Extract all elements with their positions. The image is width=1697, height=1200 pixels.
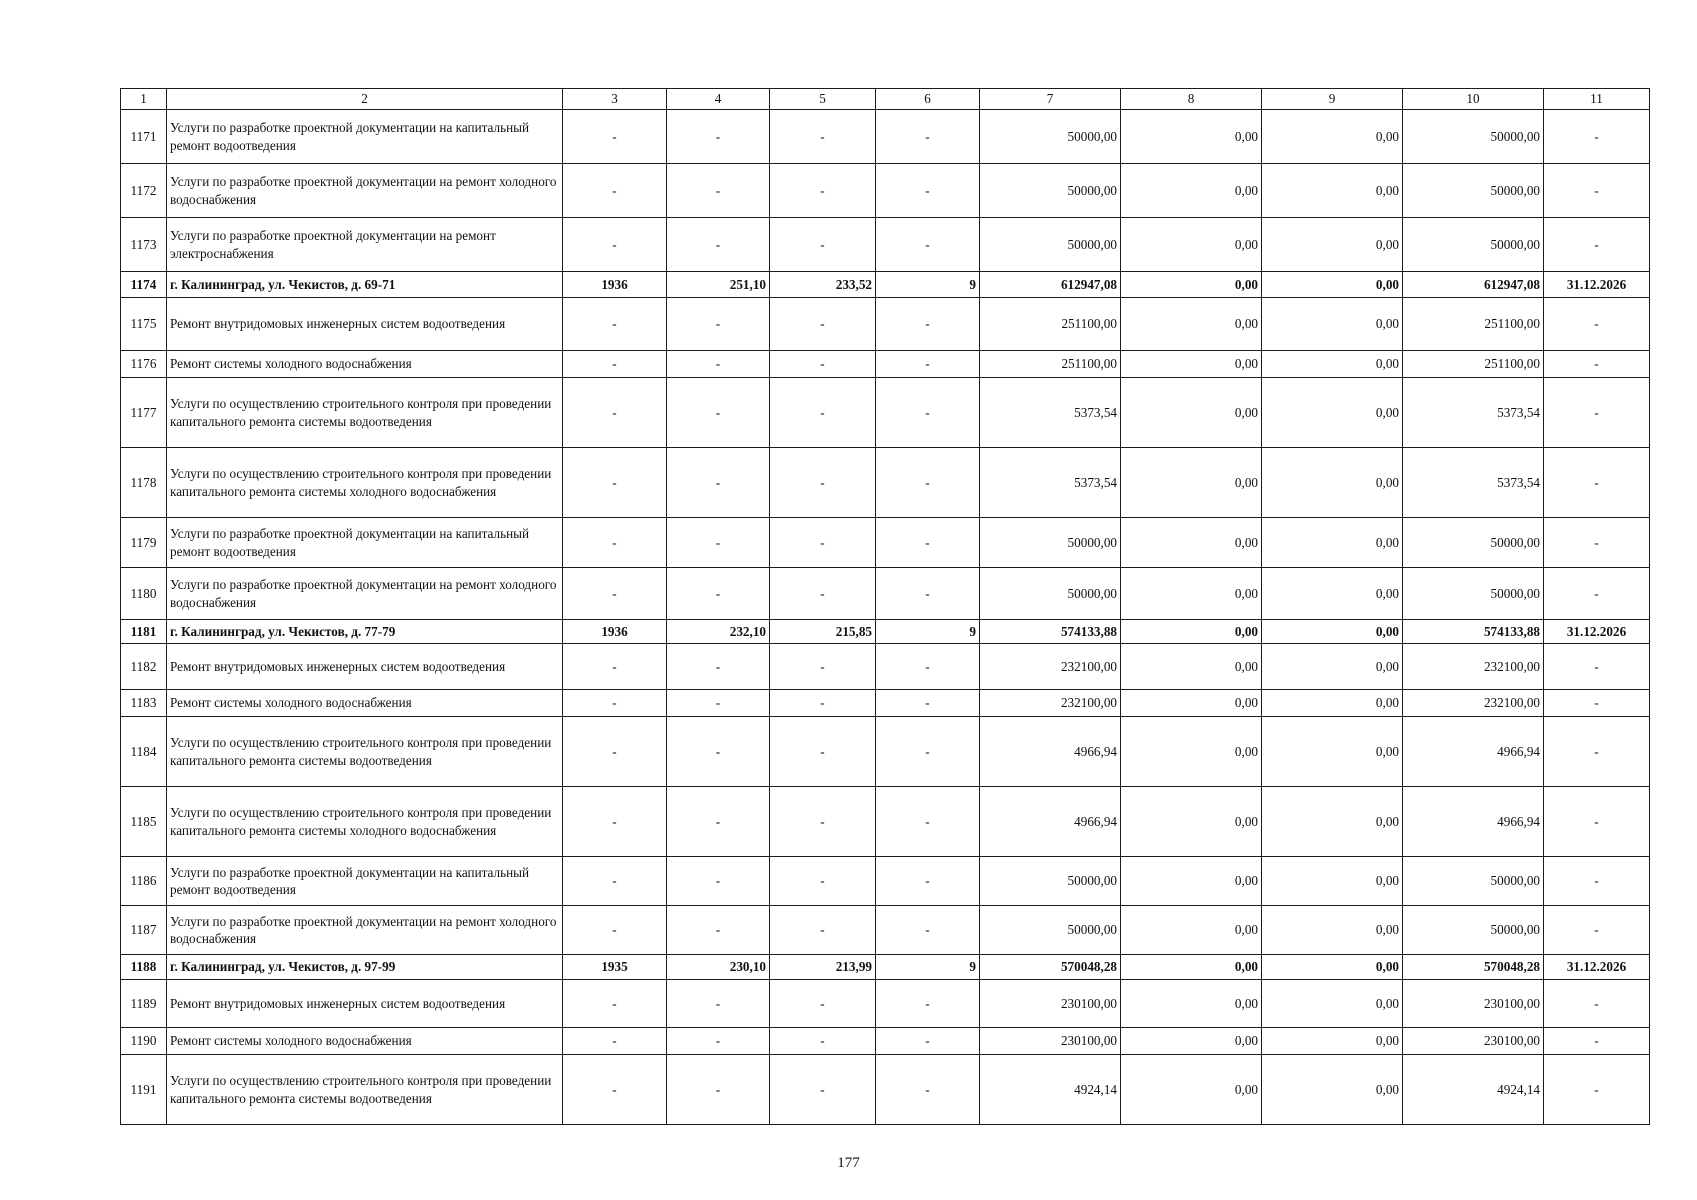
table-row	[121, 857, 1650, 906]
table-cell: 0,00	[1121, 351, 1262, 378]
table-cell: 0,00	[1262, 518, 1403, 568]
table-cell: 570048,28	[1403, 955, 1544, 980]
address-row	[121, 955, 1650, 980]
table-cell: -	[667, 857, 770, 906]
table-cell: -	[876, 644, 980, 690]
table-cell: -	[1544, 717, 1650, 787]
table-cell: 1177	[121, 378, 167, 448]
table-cell: 251,10	[667, 272, 770, 298]
table-cell: -	[563, 644, 667, 690]
table-cell: 0,00	[1121, 1028, 1262, 1055]
table-cell: 612947,08	[980, 272, 1121, 298]
table-cell: -	[563, 717, 667, 787]
table-row	[121, 351, 1650, 378]
table-cell: -	[1544, 568, 1650, 620]
table-cell: -	[876, 787, 980, 857]
table-cell: г. Калининград, ул. Чекистов, д. 77-79	[167, 620, 563, 644]
table-row	[121, 906, 1650, 955]
table-cell: -	[667, 351, 770, 378]
table-cell: 232100,00	[1403, 644, 1544, 690]
table-cell: Услуги по осуществлению строительного контроля при проведении капитального ремонта системы холодного водоснабжения	[167, 448, 563, 518]
table-cell: 0,00	[1121, 448, 1262, 518]
table-cell: Услуги по осуществлению строительного контроля при проведении капитального ремонта системы водоотведения	[167, 1055, 563, 1125]
table-cell: 0,00	[1262, 857, 1403, 906]
table-cell: 50000,00	[1403, 164, 1544, 218]
table-cell: -	[667, 1028, 770, 1055]
table-cell: 1182	[121, 644, 167, 690]
table-cell: -	[876, 378, 980, 448]
table-cell: -	[563, 1028, 667, 1055]
table-cell: 0,00	[1262, 568, 1403, 620]
table-cell: 0,00	[1262, 448, 1403, 518]
table-cell: -	[667, 717, 770, 787]
table-cell: 0,00	[1262, 690, 1403, 717]
table-cell: 0,00	[1121, 787, 1262, 857]
column-number-header: 5	[770, 89, 876, 110]
table-cell: -	[667, 518, 770, 568]
table-cell: 50000,00	[980, 906, 1121, 955]
table-cell: 1173	[121, 218, 167, 272]
table-cell: -	[667, 448, 770, 518]
table-cell: 5373,54	[980, 378, 1121, 448]
table-cell: 1186	[121, 857, 167, 906]
table-row	[121, 717, 1650, 787]
table-cell: -	[876, 1028, 980, 1055]
table-cell: 1178	[121, 448, 167, 518]
table-cell: 1184	[121, 717, 167, 787]
table-cell: г. Калининград, ул. Чекистов, д. 97-99	[167, 955, 563, 980]
table-cell: 215,85	[770, 620, 876, 644]
table-cell: 50000,00	[980, 164, 1121, 218]
table-cell: -	[770, 857, 876, 906]
table-cell: 0,00	[1262, 980, 1403, 1028]
table-cell: 0,00	[1121, 164, 1262, 218]
table-cell: -	[770, 690, 876, 717]
budget-table	[120, 88, 1650, 1125]
table-cell: -	[667, 568, 770, 620]
table-cell: -	[1544, 787, 1650, 857]
table-row	[121, 518, 1650, 568]
column-number-header: 1	[121, 89, 167, 110]
table-cell: -	[770, 448, 876, 518]
table-cell: Ремонт внутридомовых инженерных систем водоотведения	[167, 980, 563, 1028]
table-row	[121, 110, 1650, 164]
table-cell: 50000,00	[980, 218, 1121, 272]
table-cell: -	[667, 110, 770, 164]
table-cell: -	[563, 448, 667, 518]
table-cell: 0,00	[1121, 298, 1262, 351]
table-cell: -	[876, 448, 980, 518]
table-cell: 251100,00	[980, 351, 1121, 378]
table-cell: 0,00	[1262, 298, 1403, 351]
table-cell: 0,00	[1262, 1055, 1403, 1125]
table-cell: -	[667, 1055, 770, 1125]
table-cell: -	[876, 110, 980, 164]
table-cell: 5373,54	[980, 448, 1121, 518]
table-cell: 50000,00	[980, 110, 1121, 164]
table-cell: 1190	[121, 1028, 167, 1055]
table-cell: г. Калининград, ул. Чекистов, д. 69-71	[167, 272, 563, 298]
table-cell: 0,00	[1121, 857, 1262, 906]
table-cell: 230100,00	[1403, 980, 1544, 1028]
table-cell: 0,00	[1262, 218, 1403, 272]
table-cell: -	[770, 644, 876, 690]
table-cell: Услуги по разработке проектной документации на капитальный ремонт водоотведения	[167, 110, 563, 164]
table-cell: 0,00	[1262, 351, 1403, 378]
table-cell: Ремонт внутридомовых инженерных систем водоотведения	[167, 644, 563, 690]
table-cell: 0,00	[1121, 110, 1262, 164]
table-cell: 0,00	[1121, 272, 1262, 298]
table-cell: -	[876, 518, 980, 568]
table-cell: 1185	[121, 787, 167, 857]
table-cell: -	[667, 690, 770, 717]
table-cell: 232100,00	[980, 690, 1121, 717]
table-cell: -	[770, 351, 876, 378]
table-cell: -	[876, 980, 980, 1028]
table-cell: -	[563, 518, 667, 568]
table-cell: 1174	[121, 272, 167, 298]
table-cell: 230100,00	[1403, 1028, 1544, 1055]
table-cell: -	[667, 218, 770, 272]
table-cell: -	[876, 717, 980, 787]
table-row	[121, 298, 1650, 351]
table-cell: Услуги по осуществлению строительного контроля при проведении капитального ремонта системы холодного водоснабжения	[167, 787, 563, 857]
column-number-header: 3	[563, 89, 667, 110]
table-cell: 232100,00	[1403, 690, 1544, 717]
table-cell: 0,00	[1121, 378, 1262, 448]
table-cell: Услуги по осуществлению строительного контроля при проведении капитального ремонта системы водоотведения	[167, 717, 563, 787]
table-cell: 0,00	[1262, 717, 1403, 787]
table-cell: 50000,00	[1403, 906, 1544, 955]
table-row	[121, 164, 1650, 218]
table-cell: 1189	[121, 980, 167, 1028]
table-cell: 0,00	[1262, 272, 1403, 298]
table-cell: -	[770, 218, 876, 272]
table-cell: 1179	[121, 518, 167, 568]
table-row	[121, 787, 1650, 857]
table-cell: 50000,00	[1403, 857, 1544, 906]
table-cell: 1171	[121, 110, 167, 164]
table-cell: Услуги по разработке проектной документации на ремонт электроснабжения	[167, 218, 563, 272]
table-cell: -	[563, 568, 667, 620]
table-cell: 0,00	[1262, 906, 1403, 955]
table-cell: 5373,54	[1403, 448, 1544, 518]
table-cell: -	[1544, 378, 1650, 448]
column-number-header: 11	[1544, 89, 1650, 110]
table-cell: -	[563, 164, 667, 218]
table-cell: 1191	[121, 1055, 167, 1125]
table-row	[121, 690, 1650, 717]
table-cell: -	[563, 110, 667, 164]
table-cell: -	[1544, 448, 1650, 518]
table-cell: -	[770, 110, 876, 164]
table-cell: 1172	[121, 164, 167, 218]
table-cell: 0,00	[1121, 717, 1262, 787]
table-cell: 0,00	[1262, 644, 1403, 690]
table-cell: 0,00	[1121, 218, 1262, 272]
table-cell: 232100,00	[980, 644, 1121, 690]
table-cell: -	[563, 857, 667, 906]
table-cell: 0,00	[1121, 690, 1262, 717]
table-cell: 0,00	[1121, 644, 1262, 690]
table-cell: 4966,94	[980, 717, 1121, 787]
address-row	[121, 272, 1650, 298]
table-cell: -	[770, 980, 876, 1028]
table-cell: 50000,00	[1403, 568, 1544, 620]
table-cell: Услуги по разработке проектной документации на ремонт холодного водоснабжения	[167, 568, 563, 620]
table-cell: 0,00	[1262, 955, 1403, 980]
table-cell: 0,00	[1262, 787, 1403, 857]
table-cell: -	[770, 1028, 876, 1055]
table-cell: -	[1544, 690, 1650, 717]
table-cell: 4966,94	[1403, 717, 1544, 787]
table-cell: 232,10	[667, 620, 770, 644]
table-row	[121, 980, 1650, 1028]
table-cell: -	[563, 906, 667, 955]
table-cell: -	[563, 787, 667, 857]
table-row	[121, 1028, 1650, 1055]
table-cell: -	[1544, 218, 1650, 272]
page-number: 177	[837, 1155, 860, 1171]
column-number-header: 6	[876, 89, 980, 110]
table-cell: 230,10	[667, 955, 770, 980]
table-cell: -	[1544, 518, 1650, 568]
table-cell: 230100,00	[980, 980, 1121, 1028]
table-cell: 50000,00	[1403, 218, 1544, 272]
table-cell: -	[1544, 164, 1650, 218]
table-cell: 9	[876, 955, 980, 980]
table-cell: 233,52	[770, 272, 876, 298]
table-cell: -	[1544, 906, 1650, 955]
table-cell: 251100,00	[1403, 351, 1544, 378]
table-cell: 4924,14	[980, 1055, 1121, 1125]
table-cell: 0,00	[1262, 620, 1403, 644]
table-cell: -	[563, 1055, 667, 1125]
table-cell: -	[876, 690, 980, 717]
table-cell: 1188	[121, 955, 167, 980]
table-cell: 0,00	[1121, 955, 1262, 980]
table-cell: 0,00	[1121, 620, 1262, 644]
table-cell: Услуги по разработке проектной документации на ремонт холодного водоснабжения	[167, 164, 563, 218]
table-cell: 50000,00	[980, 568, 1121, 620]
table-cell: 1181	[121, 620, 167, 644]
table-cell: -	[876, 298, 980, 351]
table-cell: 4966,94	[980, 787, 1121, 857]
table-cell: -	[1544, 298, 1650, 351]
column-number-row	[121, 89, 1650, 110]
table-row	[121, 378, 1650, 448]
table-cell: 9	[876, 272, 980, 298]
table-cell: -	[770, 518, 876, 568]
table-row	[121, 644, 1650, 690]
table-cell: Услуги по разработке проектной документации на капитальный ремонт водоотведения	[167, 857, 563, 906]
table-cell: 0,00	[1121, 568, 1262, 620]
table-cell: -	[876, 568, 980, 620]
table-cell: -	[770, 717, 876, 787]
table-cell: -	[876, 906, 980, 955]
table-cell: 1183	[121, 690, 167, 717]
table-cell: -	[1544, 1028, 1650, 1055]
table-cell: 574133,88	[980, 620, 1121, 644]
table-cell: -	[563, 351, 667, 378]
table-cell: 50000,00	[980, 857, 1121, 906]
table-cell: Услуги по осуществлению строительного контроля при проведении капитального ремонта системы водоотведения	[167, 378, 563, 448]
table-cell: 50000,00	[1403, 110, 1544, 164]
table-cell: 1180	[121, 568, 167, 620]
table-cell: -	[876, 164, 980, 218]
column-number-header: 10	[1403, 89, 1544, 110]
table-cell: 31.12.2026	[1544, 620, 1650, 644]
table-cell: -	[563, 690, 667, 717]
column-number-header: 4	[667, 89, 770, 110]
table-row	[121, 568, 1650, 620]
column-number-header: 8	[1121, 89, 1262, 110]
column-number-header: 2	[167, 89, 563, 110]
table-cell: -	[1544, 644, 1650, 690]
table-cell: Ремонт внутридомовых инженерных систем водоотведения	[167, 298, 563, 351]
table-cell: -	[770, 568, 876, 620]
table-cell: -	[563, 980, 667, 1028]
table-cell: 0,00	[1121, 980, 1262, 1028]
table-cell: Ремонт системы холодного водоснабжения	[167, 351, 563, 378]
table-row	[121, 218, 1650, 272]
table-cell: 570048,28	[980, 955, 1121, 980]
table-cell: -	[770, 1055, 876, 1125]
table-cell: 1935	[563, 955, 667, 980]
table-cell: -	[770, 906, 876, 955]
table-row	[121, 448, 1650, 518]
table-cell: 0,00	[1121, 1055, 1262, 1125]
table-cell: 1176	[121, 351, 167, 378]
table-cell: -	[667, 906, 770, 955]
table-cell: 1936	[563, 620, 667, 644]
table-cell: 0,00	[1262, 378, 1403, 448]
table-cell: 0,00	[1262, 1028, 1403, 1055]
table-cell: 251100,00	[1403, 298, 1544, 351]
table-cell: 1187	[121, 906, 167, 955]
table-cell: 230100,00	[980, 1028, 1121, 1055]
table-cell: -	[667, 164, 770, 218]
table-cell: Услуги по разработке проектной документации на ремонт холодного водоснабжения	[167, 906, 563, 955]
table-cell: -	[876, 218, 980, 272]
column-number-header: 7	[980, 89, 1121, 110]
table-cell: -	[1544, 857, 1650, 906]
table-row	[121, 1055, 1650, 1125]
table-cell: -	[667, 787, 770, 857]
table-cell: -	[1544, 1055, 1650, 1125]
table-cell: -	[667, 378, 770, 448]
table-cell: 4924,14	[1403, 1055, 1544, 1125]
table-cell: 9	[876, 620, 980, 644]
table-cell: -	[770, 378, 876, 448]
table-cell: -	[876, 857, 980, 906]
table-cell: -	[770, 164, 876, 218]
table-cell: 251100,00	[980, 298, 1121, 351]
table-cell: 0,00	[1121, 906, 1262, 955]
table-cell: 1175	[121, 298, 167, 351]
table-cell: -	[563, 218, 667, 272]
address-row	[121, 620, 1650, 644]
table-cell: Услуги по разработке проектной документации на капитальный ремонт водоотведения	[167, 518, 563, 568]
table-cell: 574133,88	[1403, 620, 1544, 644]
table-cell: -	[876, 1055, 980, 1125]
table-cell: 50000,00	[980, 518, 1121, 568]
table-cell: 612947,08	[1403, 272, 1544, 298]
table-cell: -	[1544, 351, 1650, 378]
column-number-header: 9	[1262, 89, 1403, 110]
table-cell: 5373,54	[1403, 378, 1544, 448]
table-cell: -	[667, 298, 770, 351]
table-cell: -	[770, 787, 876, 857]
table-cell: Ремонт системы холодного водоснабжения	[167, 690, 563, 717]
table-cell: -	[667, 980, 770, 1028]
table-cell: 4966,94	[1403, 787, 1544, 857]
table-cell: -	[667, 644, 770, 690]
table-cell: Ремонт системы холодного водоснабжения	[167, 1028, 563, 1055]
table-cell: -	[563, 378, 667, 448]
table-cell: 31.12.2026	[1544, 955, 1650, 980]
table-cell: 50000,00	[1403, 518, 1544, 568]
table-cell: 0,00	[1262, 164, 1403, 218]
table-cell: 213,99	[770, 955, 876, 980]
table-cell: 0,00	[1121, 518, 1262, 568]
table-cell: -	[563, 298, 667, 351]
table-cell: 31.12.2026	[1544, 272, 1650, 298]
table-cell: -	[1544, 980, 1650, 1028]
table-cell: 0,00	[1262, 110, 1403, 164]
table-cell: -	[876, 351, 980, 378]
table-cell: 1936	[563, 272, 667, 298]
table-cell: -	[1544, 110, 1650, 164]
table-cell: -	[770, 298, 876, 351]
